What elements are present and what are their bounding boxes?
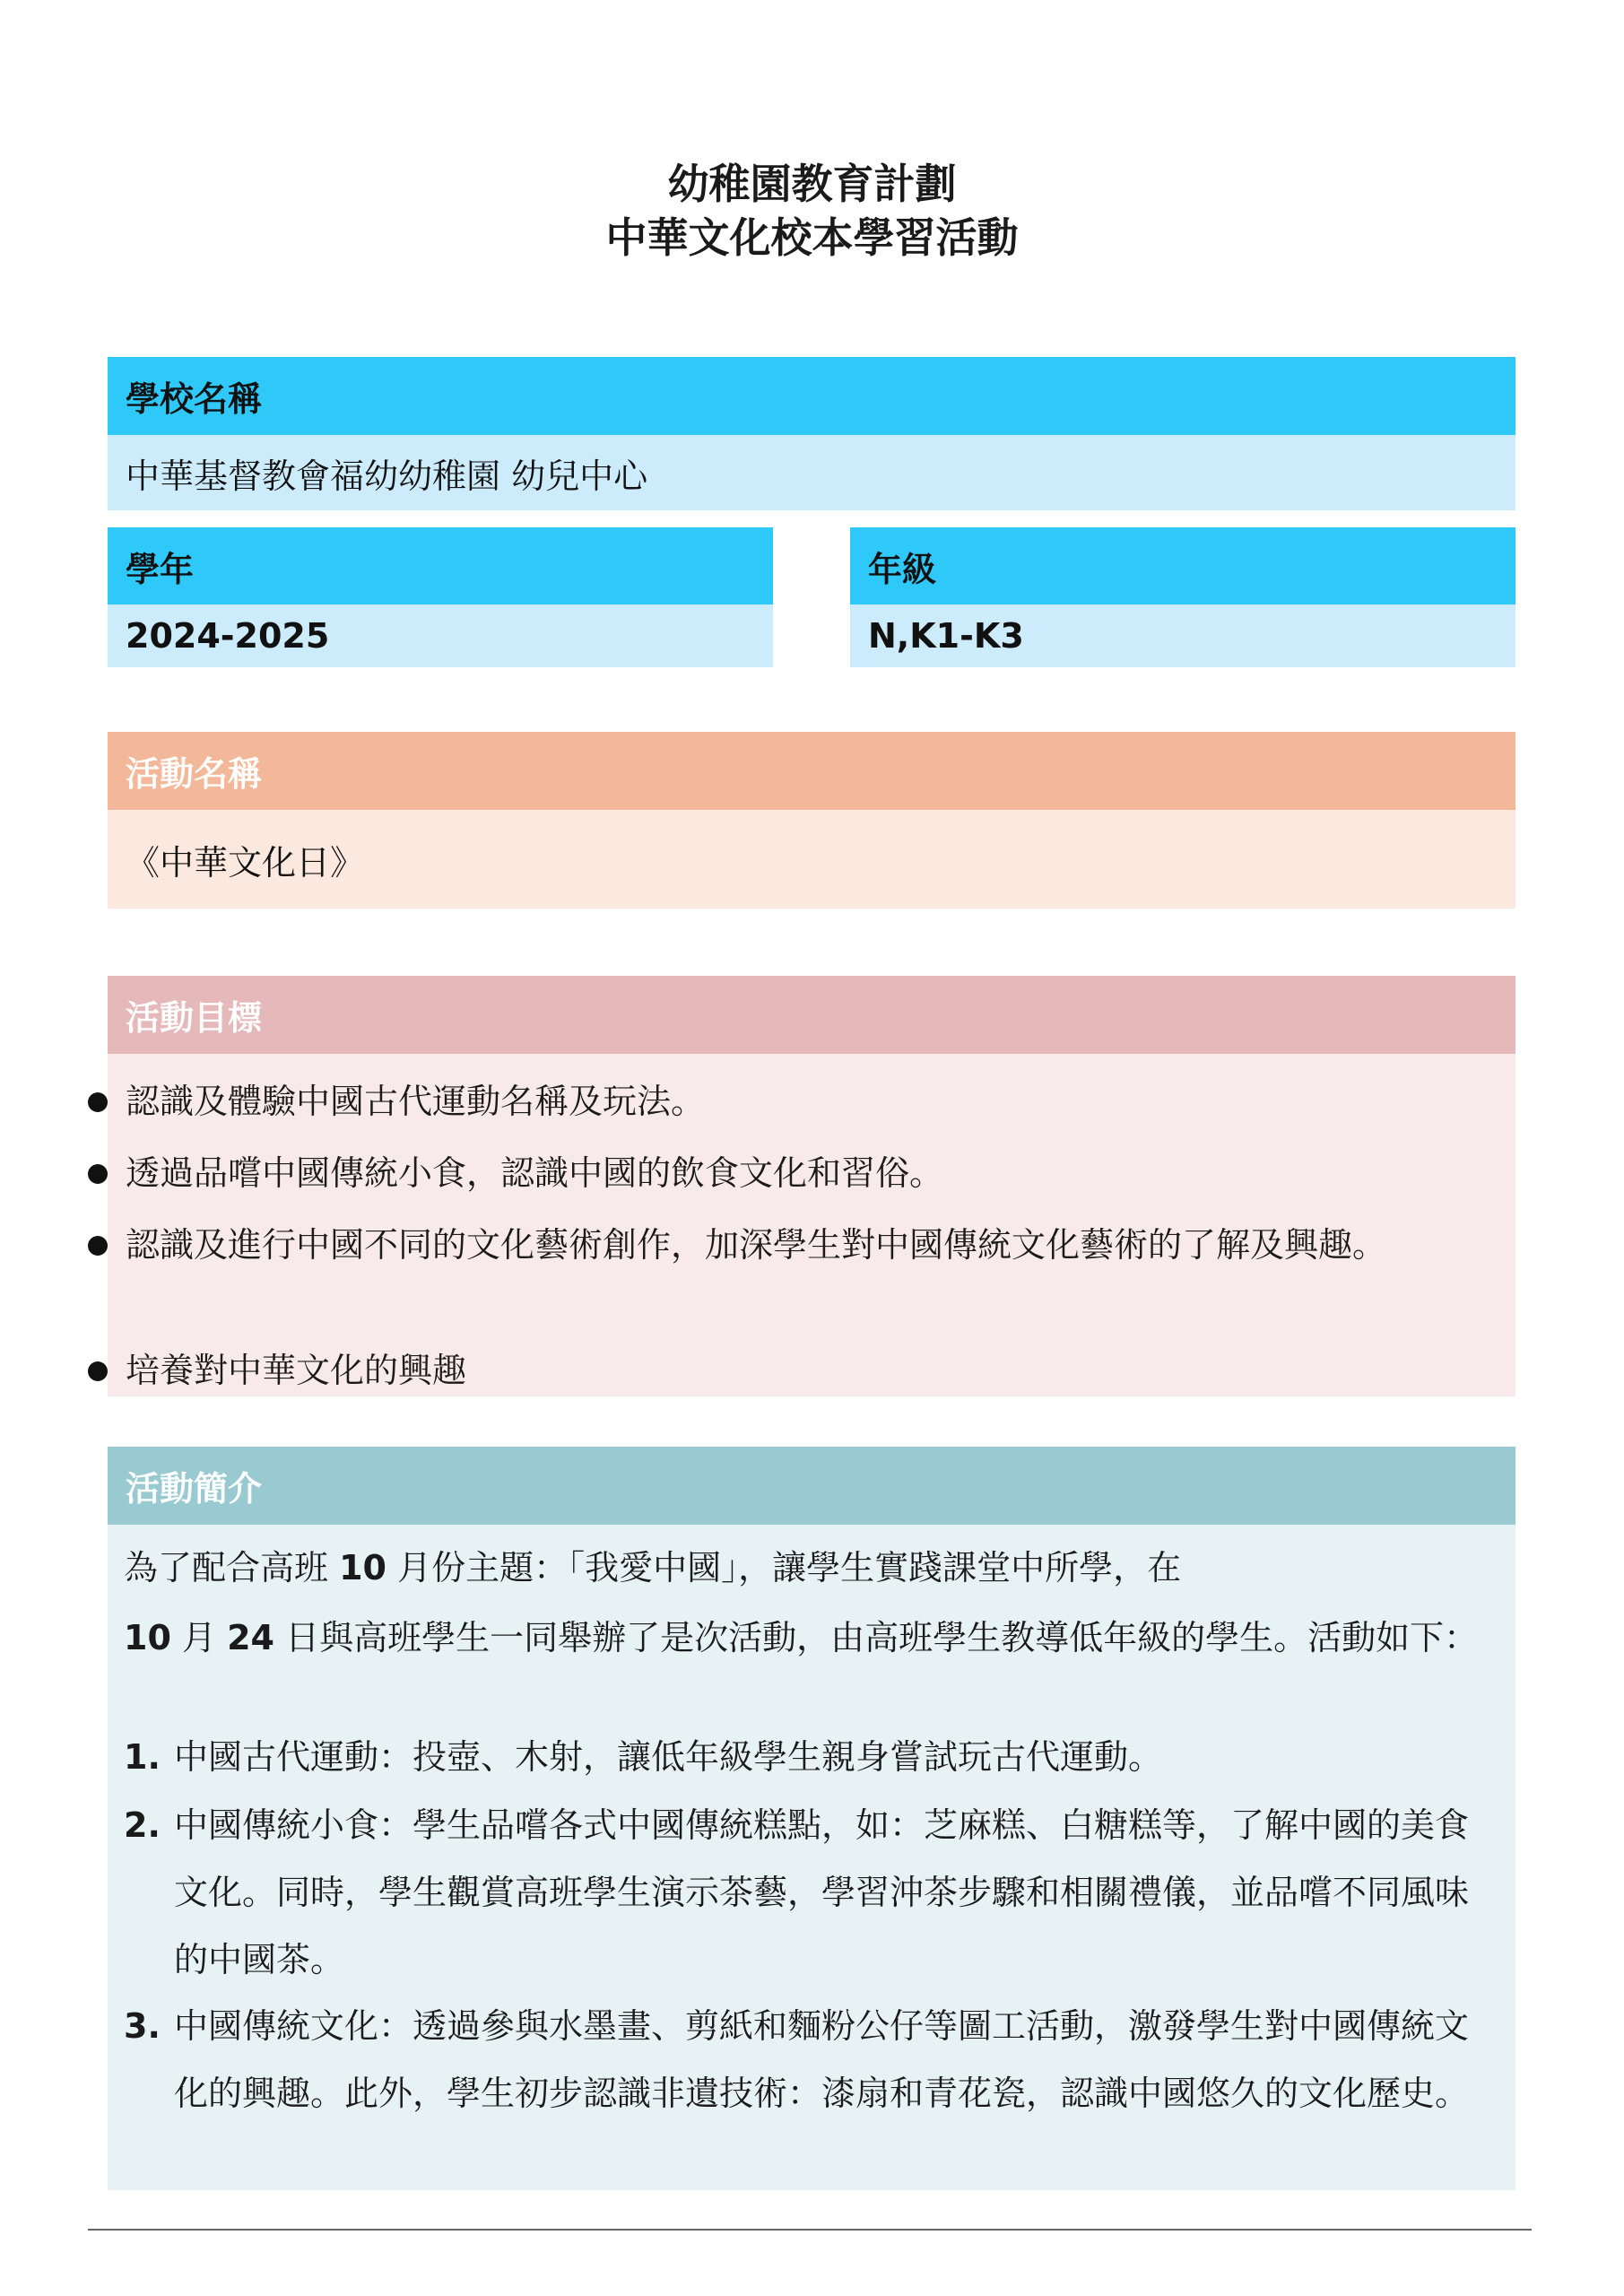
school-value: 中華基督教會福幼幼稚園 幼兒中心: [108, 435, 1515, 510]
list-item: 3. 中國傳統文化：透過參與水墨畫、剪紙和麵粉公仔等圖工活動，激發學生對中國傳統文化的興趣。此外，學生初步認識非遺技術：漆扇和青花瓷，認識中國悠久的文化歷史。: [124, 2006, 1470, 2113]
bullet-icon: [88, 1361, 108, 1381]
activity-name-value: 《中華文化日》: [108, 810, 1515, 909]
intro-label: 活動簡介: [108, 1447, 1515, 1525]
year-value: 2024-2025: [108, 604, 773, 667]
activity-name-label: 活動名稱: [108, 732, 1515, 810]
objective-item: 培養對中華文化的興趣: [126, 1344, 1507, 1397]
grade-value: N,K1-K3: [850, 604, 1515, 667]
bullet-icon: [88, 1236, 108, 1256]
objective-item: 透過品嚐中國傳統小食，認識中國的飲食文化和習俗。: [126, 1146, 1507, 1200]
page-title-line1: 幼稚園教育計劃: [667, 160, 957, 208]
year-label: 學年: [108, 527, 773, 604]
footer-divider: [88, 2229, 1532, 2231]
objectives-label: 活動目標: [108, 976, 1515, 1054]
school-label: 學校名稱: [108, 357, 1515, 435]
intro-paragraph: 為了配合高班 10 月份主題：「我愛中國」，讓學生實踐課堂中所學，在 10 月 24 日與高班學生一同舉辦了是次活動，由高班學生教導低年級的學生。活動如下：: [124, 1548, 1479, 1657]
page-title-line2: 中華文化校本學習活動: [605, 213, 1019, 262]
list-item: 1. 中國古代運動：投壺、木射，讓低年級學生親身嘗試玩古代運動。: [124, 1737, 1163, 1777]
objective-item: 認識及體驗中國古代運動名稱及玩法。: [126, 1074, 1507, 1128]
grade-label: 年級: [850, 527, 1515, 604]
objective-item: 認識及進行中國不同的文化藝術創作，加深學生對中國傳統文化藝術的了解及興趣。: [126, 1218, 1507, 1272]
list-item: 2. 中國傳統小食：學生品嚐各式中國傳統糕點，如：芝麻糕、白糖糕等，了解中國的美食文化。同時，學生觀賞高班學生演示茶藝，學習沖茶步驟和相關禮儀，並品嚐不同風味的中國茶。: [124, 1805, 1470, 1979]
bullet-icon: [88, 1164, 108, 1184]
bullet-icon: [88, 1092, 108, 1112]
